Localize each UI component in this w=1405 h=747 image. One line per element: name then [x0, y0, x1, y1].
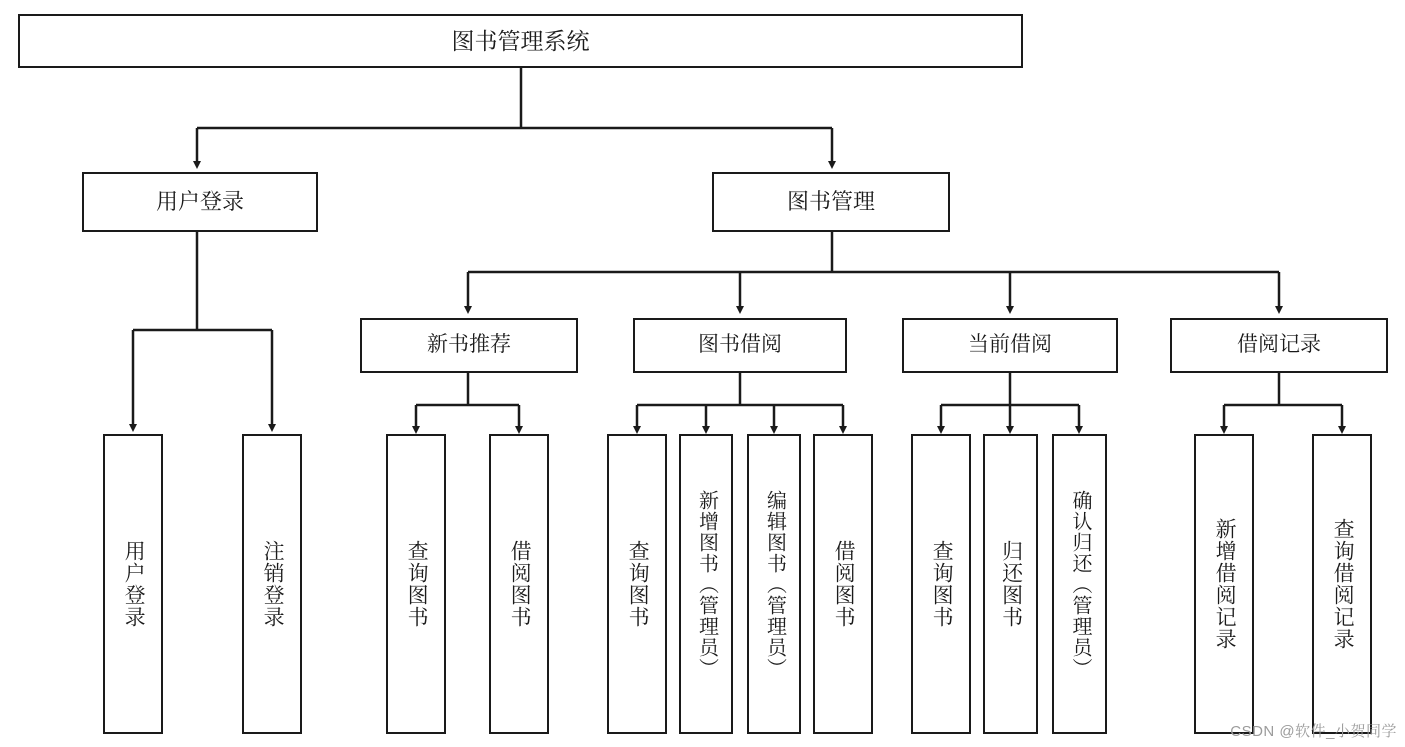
node-label: 查询图书: [405, 540, 429, 628]
node-new-book-recommend[interactable]: [360, 318, 578, 373]
leaf-current-borrow-confirm-return[interactable]: [1052, 434, 1107, 734]
node-label: 用户登录: [122, 540, 146, 628]
leaf-book-borrow-edit[interactable]: [747, 434, 801, 734]
node-label: 确认归还（管理员）: [1069, 489, 1091, 679]
node-label: 编辑图书（管理员）: [763, 489, 786, 679]
node-label: 新增图书（管理员）: [695, 489, 718, 679]
node-label: 新增借阅记录: [1213, 518, 1237, 650]
node-label: 注销登录: [261, 540, 285, 628]
node-root[interactable]: [18, 14, 1023, 68]
node-borrow-record[interactable]: [1170, 318, 1388, 373]
leaf-borrow-record-query[interactable]: [1312, 434, 1372, 734]
node-label: 用户登录: [155, 189, 244, 215]
node-label: 查询借阅记录: [1331, 518, 1355, 650]
node-book-management[interactable]: [712, 172, 950, 232]
node-label: 当前借阅: [968, 333, 1052, 357]
node-label: 借阅图书: [832, 540, 856, 628]
node-label: 借阅记录: [1237, 333, 1321, 357]
node-user-login[interactable]: [82, 172, 318, 232]
node-label: 查询图书: [626, 540, 650, 628]
leaf-book-borrow-query[interactable]: [607, 434, 667, 734]
leaf-new-book-borrow[interactable]: [489, 434, 549, 734]
leaf-current-borrow-query[interactable]: [911, 434, 971, 734]
node-label: 查询图书: [930, 540, 954, 628]
node-label: 图书管理系统: [451, 27, 590, 54]
node-label: 图书管理: [786, 189, 875, 215]
leaf-user-login-logout[interactable]: [242, 434, 302, 734]
leaf-book-borrow-borrow[interactable]: [813, 434, 873, 734]
leaf-current-borrow-return[interactable]: [983, 434, 1038, 734]
watermark: CSDN @软件_小贺同学: [1230, 723, 1397, 740]
leaf-borrow-record-add[interactable]: [1194, 434, 1254, 734]
leaf-user-login-login[interactable]: [103, 434, 163, 734]
leaf-book-borrow-add[interactable]: [679, 434, 733, 734]
node-label: 借阅图书: [508, 540, 532, 628]
node-label: 新书推荐: [427, 333, 511, 357]
node-label: 图书借阅: [698, 333, 782, 357]
node-label: 归还图书: [999, 540, 1023, 628]
leaf-new-book-query[interactable]: [386, 434, 446, 734]
node-book-borrow[interactable]: [633, 318, 847, 373]
node-current-borrow[interactable]: [902, 318, 1118, 373]
